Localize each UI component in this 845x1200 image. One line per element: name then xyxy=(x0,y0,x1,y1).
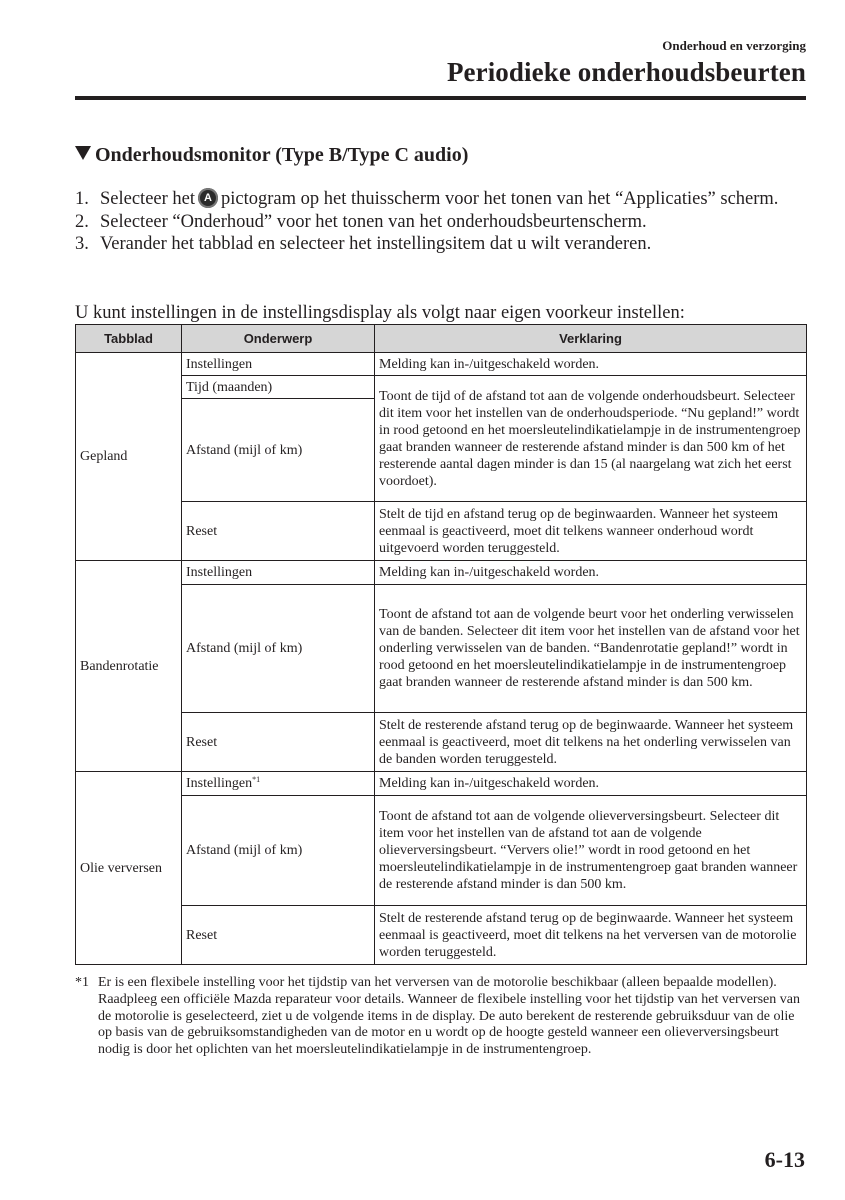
subsection-title xyxy=(75,142,468,168)
subsection-title-text: Onderhoudsmonitor (Type B/Type C audio) xyxy=(95,144,469,166)
step-item xyxy=(75,211,806,234)
page-title: Periodieke onderhoudsbeurten xyxy=(446,57,806,87)
subject-cell xyxy=(182,772,375,796)
subject-cell: Tijd (maanden) xyxy=(182,376,375,399)
explanation-cell: Toont de tijd of de afstand tot aan de volgende onderhoudsbeurt. Selecteer dit item voor het instellen van de onderhoudsperiode. “Nu gepland!” wordt in rood getoond en het moersleutelindikatielampje in de instrumentengroep gaat branden wanneer de resterende afstand minder is dan 500 km of het resterende aantal dagen minder is dan 15 (al naargelang wat zich het eerst voordoet). xyxy=(375,376,807,502)
table-row xyxy=(76,376,807,399)
settings-table xyxy=(75,324,807,965)
table-row xyxy=(76,353,807,376)
footnote xyxy=(75,975,806,1059)
header-rule xyxy=(75,96,806,100)
step-item xyxy=(75,188,806,211)
table-row xyxy=(76,906,807,965)
table-header-row xyxy=(76,325,807,353)
step-text: Selecteer “Onderhoud” voor het tonen van het onderhoudsbeurtenscherm. xyxy=(100,211,647,232)
subject-cell: Instellingen xyxy=(182,561,375,585)
column-header-explanation: Verklaring xyxy=(375,325,807,353)
subject-cell: Afstand (mijl of km) xyxy=(182,796,375,906)
table-row xyxy=(76,585,807,713)
column-header-tab: Tabblad xyxy=(76,325,182,353)
subject-cell: Reset xyxy=(182,502,375,561)
step-text-before-icon: Selecteer het xyxy=(100,189,196,209)
step-number: 3. xyxy=(75,234,89,254)
table-row xyxy=(76,713,807,772)
explanation-cell: Melding kan in-/uitgeschakeld worden. xyxy=(375,561,807,585)
tab-cell-olie-verversen: Olie verversen xyxy=(76,772,182,965)
step-item xyxy=(75,233,806,256)
section-label: Onderhoud en verzorging xyxy=(662,38,806,53)
footnote-mark: *1 xyxy=(75,975,89,990)
explanation-cell: Toont de afstand tot aan de volgende olieverversingsbeurt. Selecteer dit item voor het instellen van de afstand tot aan de volgende olieverversingsbeurt. “Ververs olie!” wordt in rood getoond en het moersleutelindikatielampje in de instrumentengroep gaat branden wanneer de resterende afstand minder is dan 500 km. xyxy=(375,796,807,906)
page-header xyxy=(75,38,806,88)
subject-cell: Reset xyxy=(182,713,375,772)
subject-cell: Afstand (mijl of km) xyxy=(182,585,375,713)
subject-cell: Reset xyxy=(182,906,375,965)
footnote-reference: *1 xyxy=(252,775,261,784)
explanation-cell: Melding kan in-/uitgeschakeld worden. xyxy=(375,772,807,796)
subject-cell: Instellingen xyxy=(182,353,375,376)
step-text: Verander het tabblad en selecteer het instellingsitem dat u wilt veranderen. xyxy=(100,234,652,254)
table-row xyxy=(76,561,807,585)
steps-list xyxy=(75,188,806,256)
step-number: 1. xyxy=(75,189,89,209)
subject-cell: Afstand (mijl of km) xyxy=(182,399,375,502)
page-number: 6-13 xyxy=(764,1147,805,1172)
tab-cell-bandenrotatie: Bandenrotatie xyxy=(76,561,182,772)
step-number: 2. xyxy=(75,211,89,232)
table-row xyxy=(76,772,807,796)
applications-icon: A xyxy=(198,188,218,208)
table-row xyxy=(76,502,807,561)
triangle-bullet-icon xyxy=(75,146,91,160)
footnote-text: Er is een flexibele instelling voor het tijdstip van het verversen van de motorolie beschikbaar (alleen bepaalde modellen). Raadpleeg een officiële Mazda reparateur voor details. Wanneer de flexibele instelling voor het tijdstip van het verversen van de motorolie is geselecteerd, ziet u de volgende items in de display. De auto berekent de resterende gebruiksduur van de olie op basis van de gebruiksomstandigheden van de motor en u wordt op de hoogte gesteld wanneer een olieverversingsbeurt nodig is door het oplichten van het moersleutelindikatielampje in de instrumentengroep. xyxy=(98,975,800,1058)
tab-cell-gepland: Gepland xyxy=(76,353,182,561)
explanation-cell: Stelt de resterende afstand terug op de beginwaarde. Wanneer het systeem eenmaal is geactiveerd, moet dit telkens na het onderling verwisselen van de banden worden teruggesteld. xyxy=(375,713,807,772)
intro-text: U kunt instellingen in de instellingsdisplay als volgt naar eigen voorkeur instellen: xyxy=(75,303,685,323)
explanation-cell: Toont de afstand tot aan de volgende beurt voor het onderling verwisselen van de banden. Selecteer dit item voor het instellen van de afstand voor het onderling verwisselen van de banden. “Bandenrotatie gepland!” wordt in rood getoond en het moersleutelindikatielampje in de instrumentengroep gaat branden wanneer de resterende afstand minder is dan 500 km. xyxy=(375,585,807,713)
explanation-cell: Melding kan in-/uitgeschakeld worden. xyxy=(375,353,807,376)
table-row xyxy=(76,796,807,906)
step-text-after-icon: pictogram op het thuisscherm voor het tonen van het “Applicaties” scherm. xyxy=(221,189,779,209)
column-header-subject: Onderwerp xyxy=(182,325,375,353)
explanation-cell: Stelt de tijd en afstand terug op de beginwaarden. Wanneer het systeem eenmaal is geactiveerd, moet dit telkens wanneer onderhoud wordt uitgevoerd worden teruggesteld. xyxy=(375,502,807,561)
subject-text: Instellingen xyxy=(186,776,253,791)
explanation-cell: Stelt de resterende afstand terug op de beginwaarde. Wanneer het systeem eenmaal is geactiveerd, moet dit telkens na het verversen van de motorolie worden teruggesteld. xyxy=(375,906,807,965)
